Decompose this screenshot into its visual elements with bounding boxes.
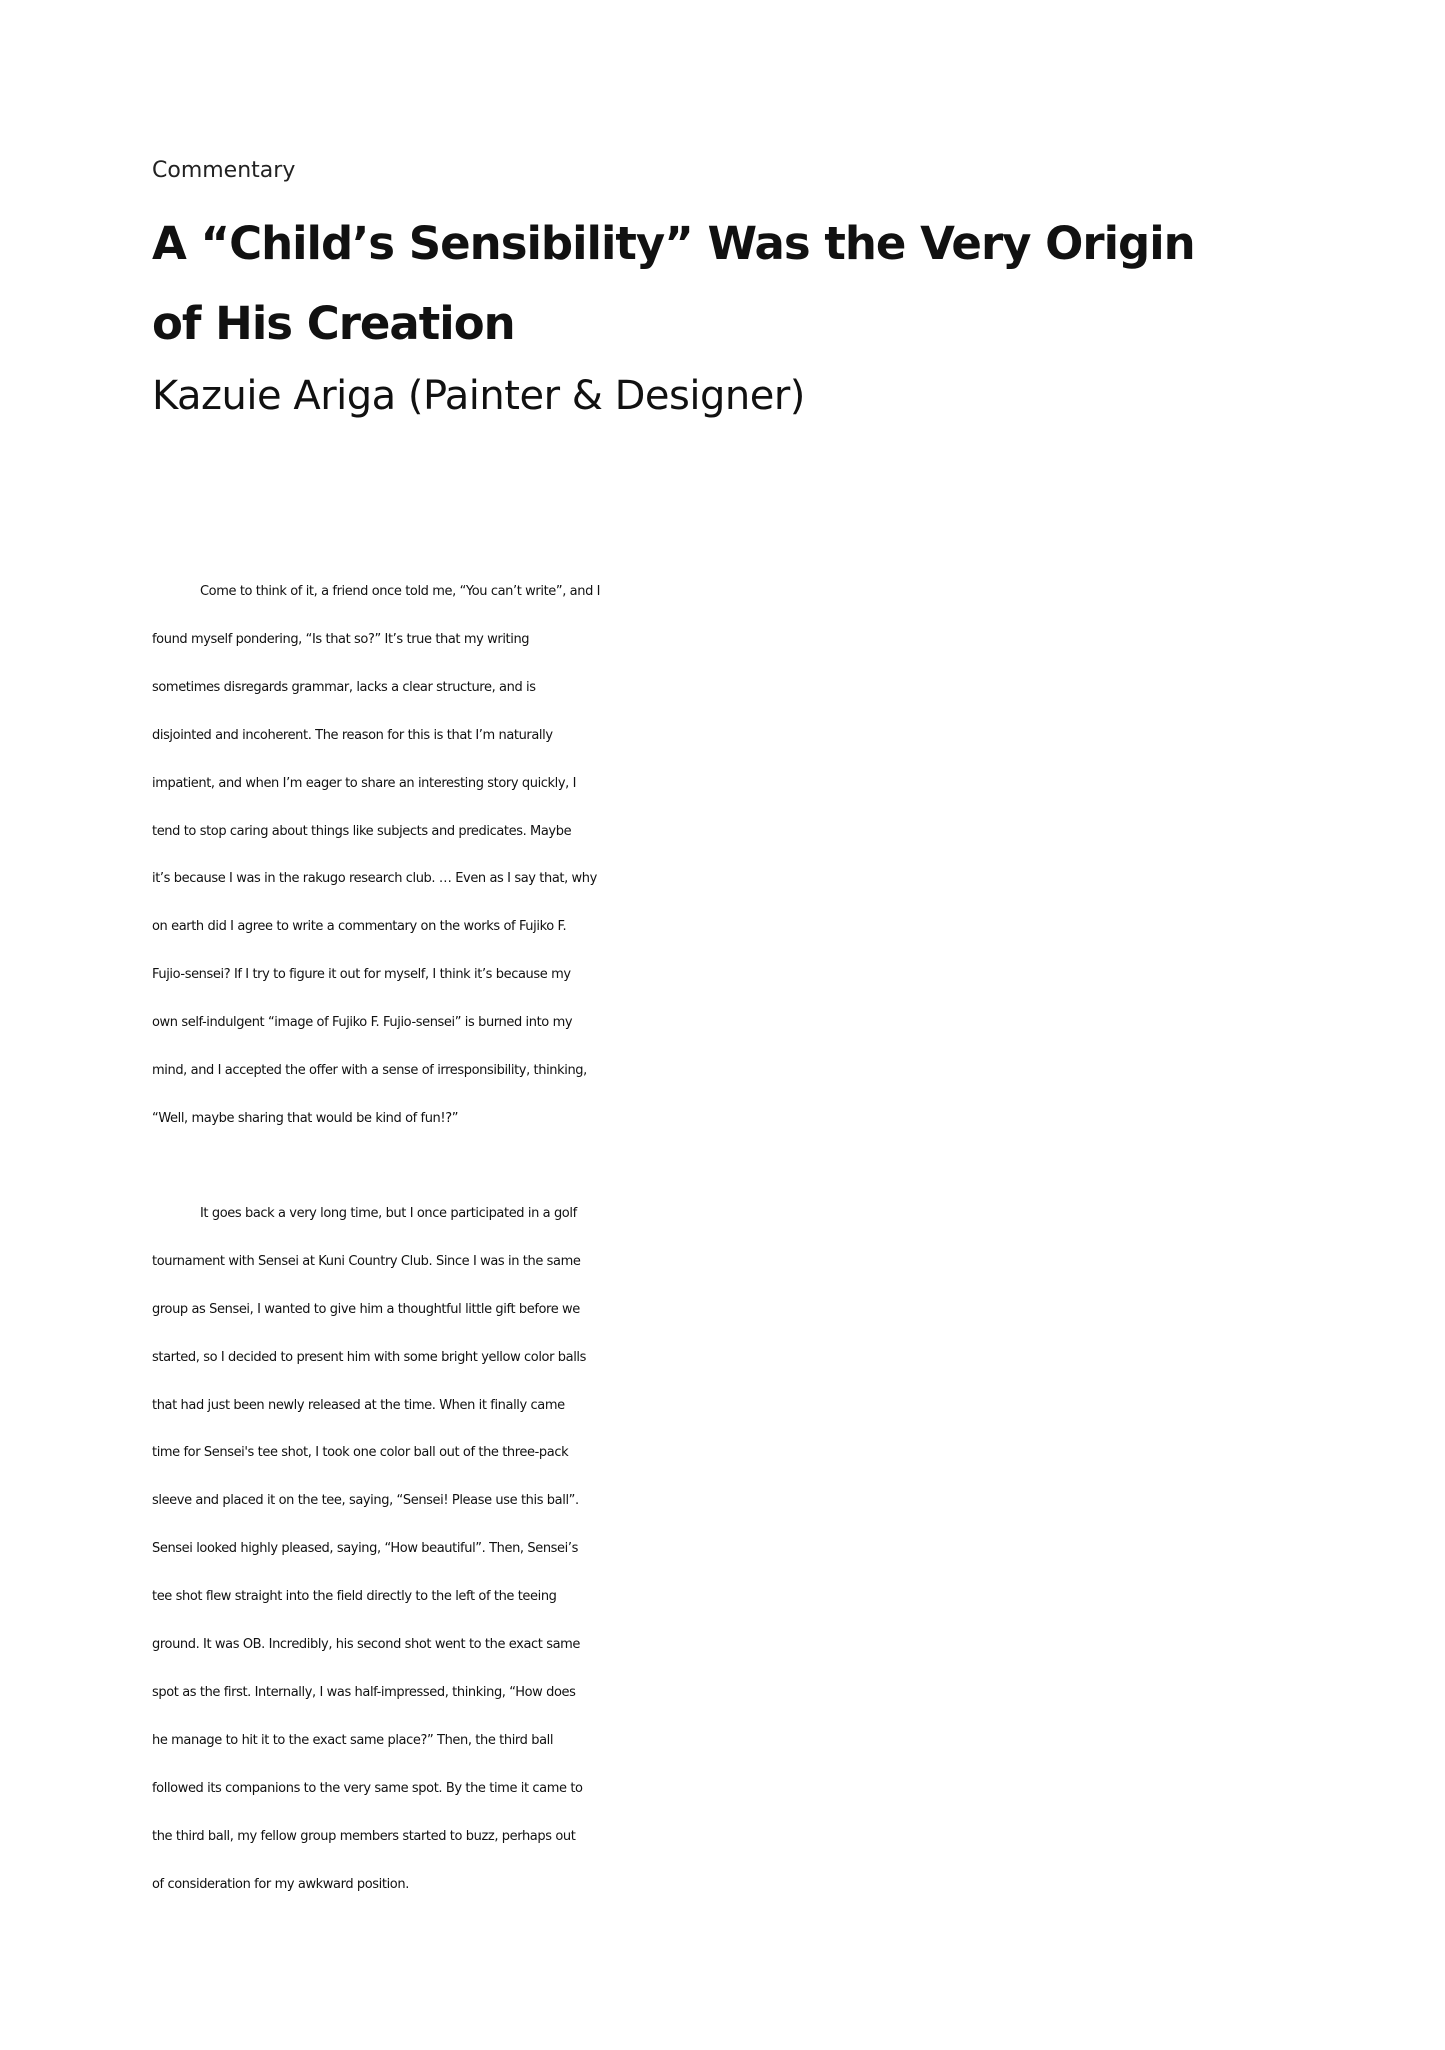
- title-line: of His Creation: [152, 297, 515, 350]
- paragraph: [152, 568, 1352, 1143]
- paragraph-line: that had just been newly released at the time. When it finally came: [152, 1397, 565, 1413]
- paragraph-line: Fujio-sensei? If I try to figure it out for myself, I think it’s because my: [152, 967, 571, 983]
- paragraph-line: mind, and I accepted the offer with a sense of irresponsibility, thinking,: [152, 1063, 587, 1079]
- paragraph-line: Sensei looked highly pleased, saying, “How beautiful”. Then, Sensei’s: [152, 1541, 578, 1557]
- author-byline: Kazuie Ariga (Painter & Designer): [152, 373, 805, 419]
- paragraph-line: own self-indulgent “image of Fujiko F. Fujio-sensei” is burned into my: [152, 1015, 573, 1031]
- paragraph-line: “Well, maybe sharing that would be kind of fun!?”: [152, 1110, 459, 1126]
- paragraph-line: the third ball, my fellow group members started to buzz, perhaps out: [152, 1828, 576, 1844]
- paragraph-line: on earth did I agree to write a commentary on the works of Fujiko F.: [152, 919, 567, 935]
- paragraph-line: started, so I decided to present him with some bright yellow color balls: [152, 1349, 586, 1365]
- document-page: [152, 0, 1352, 2050]
- paragraph-line: disjointed and incoherent. The reason for this is that I’m naturally: [152, 727, 553, 743]
- paragraph-line: tournament with Sensei at Kuni Country Club. Since I was in the same: [152, 1253, 581, 1269]
- paragraph-line: followed its companions to the very same spot. By the time it came to: [152, 1780, 583, 1796]
- paragraph-line: time for Sensei's tee shot, I took one color ball out of the three-pack: [152, 1445, 569, 1461]
- paragraph-line: It goes back a very long time, but I once participated in a golf: [200, 1205, 577, 1221]
- paragraph-line: Come to think of it, a friend once told me, “You can’t write”, and I: [200, 584, 601, 599]
- article-body: [152, 568, 1352, 1955]
- paragraph-line: impatient, and when I’m eager to share an interesting story quickly, I: [152, 775, 577, 791]
- paragraph-line: sometimes disregards grammar, lacks a clear structure, and is: [152, 679, 536, 695]
- paragraph: [152, 1190, 1352, 1909]
- paragraph-line: ground. It was OB. Incredibly, his second shot went to the exact same: [152, 1637, 581, 1653]
- paragraph-line: it’s because I was in the rakugo research club. … Even as I say that, why: [152, 871, 597, 887]
- paragraph-line: tee shot flew straight into the field directly to the left of the teeing: [152, 1589, 557, 1605]
- article-title: [152, 204, 1252, 364]
- paragraph-line: found myself pondering, “Is that so?” It’s true that my writing: [152, 631, 530, 647]
- paragraph-line: tend to stop caring about things like subjects and predicates. Maybe: [152, 823, 572, 839]
- title-line: A “Child’s Sensibility” Was the Very Origin: [152, 217, 1195, 270]
- paragraph-line: he manage to hit it to the exact same place?” Then, the third ball: [152, 1732, 554, 1748]
- section-label: Commentary: [152, 158, 296, 183]
- paragraph-line: of consideration for my awkward position.: [152, 1876, 409, 1892]
- paragraph-line: sleeve and placed it on the tee, saying, “Sensei! Please use this ball”.: [152, 1493, 579, 1509]
- paragraph-line: spot as the first. Internally, I was half-impressed, thinking, “How does: [152, 1684, 576, 1700]
- paragraph-line: group as Sensei, I wanted to give him a thoughtful little gift before we: [152, 1301, 580, 1317]
